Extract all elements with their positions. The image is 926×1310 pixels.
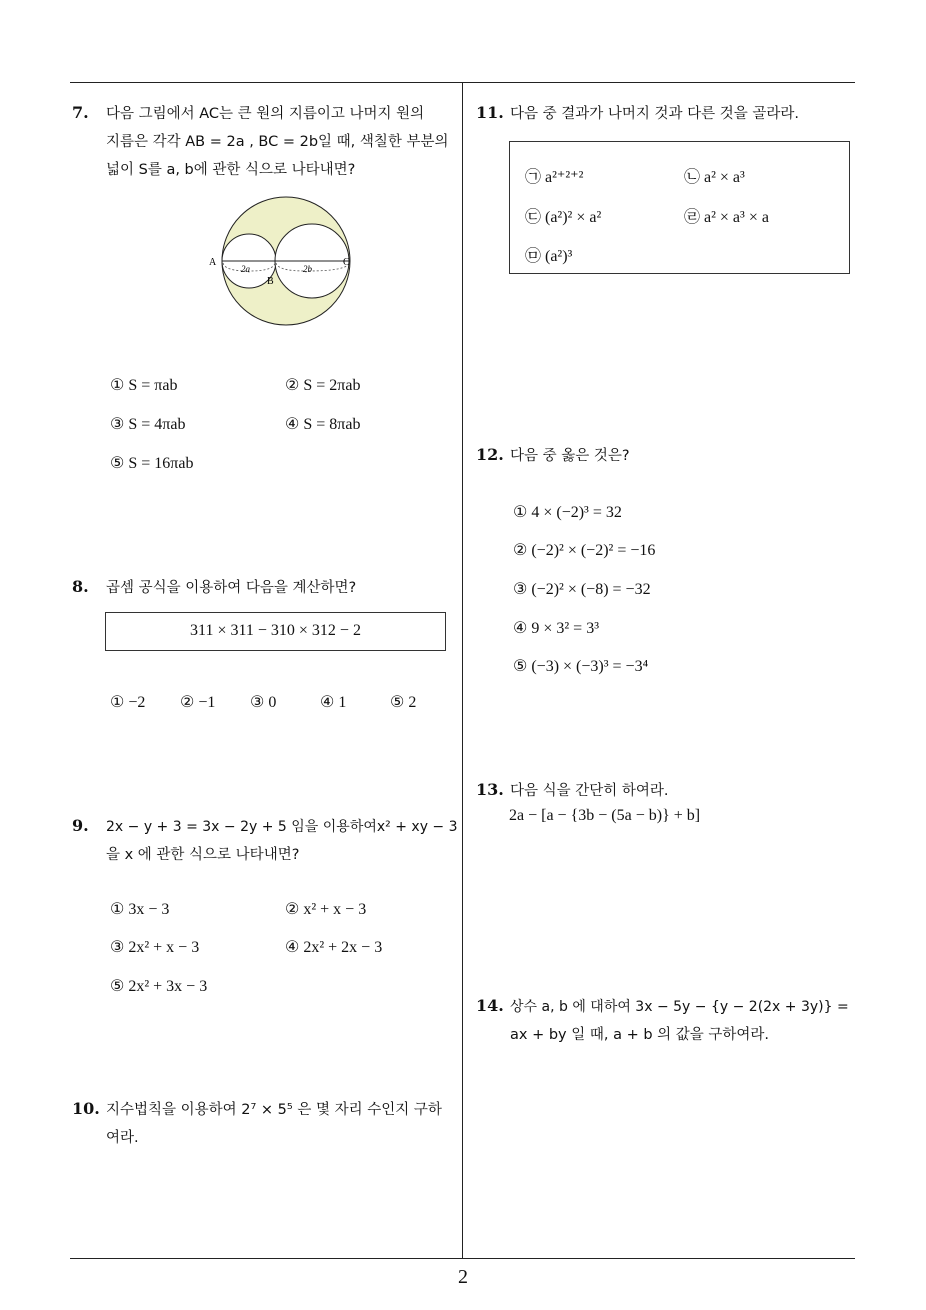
option-5[interactable]: ⑤ 2 xyxy=(390,694,417,711)
option-2[interactable]: ② −1 xyxy=(180,694,216,711)
question-text-line1: 2x − y + 3 = 3x − 2y + 5 임을 이용하여x² + xy − 3 xyxy=(106,819,458,835)
question-number: 10. xyxy=(72,1099,100,1118)
question-text-line2: 을 x 에 관한 식으로 나타내면? xyxy=(106,847,300,863)
question-text-line2: 여라. xyxy=(106,1130,139,1146)
question-number: 7. xyxy=(72,103,89,122)
question-number: 9. xyxy=(72,816,89,835)
question-text: 다음 중 옳은 것은? xyxy=(510,448,630,464)
question-text-line3: 넓이 S를 a, b에 관한 식으로 나타내면? xyxy=(106,162,356,178)
question-text-line2: ax + by 일 때, a + b 의 값을 구하여라. xyxy=(510,1027,770,1043)
option-5[interactable]: ⑤ S = 16πab xyxy=(110,455,194,472)
bottom-rule xyxy=(70,1258,855,1259)
question-text-line1: 지수법칙을 이용하여 2⁷ × 5⁵ 은 몇 자리 수인지 구하 xyxy=(106,1102,442,1118)
question-number: 12. xyxy=(476,445,504,464)
segment-2a-label: 2a xyxy=(241,264,250,274)
page-number: 2 xyxy=(458,1266,468,1288)
option-5[interactable]: ⑤ (−3) × (−3)³ = −3⁴ xyxy=(513,658,649,675)
label-b: B xyxy=(267,276,274,287)
option-3[interactable]: ③ (−2)² × (−8) = −32 xyxy=(513,581,651,598)
option-b[interactable]: ㉡ a² × a³ xyxy=(684,169,745,186)
column-divider xyxy=(462,82,463,1258)
segment-2b-label: 2b xyxy=(303,264,312,274)
question-number: 8. xyxy=(72,577,89,596)
option-4[interactable]: ④ 1 xyxy=(320,694,347,711)
option-4[interactable]: ④ 2x² + 2x − 3 xyxy=(285,939,383,956)
question-number: 13. xyxy=(476,780,504,799)
label-a: A xyxy=(209,257,217,268)
question-text-line1: 상수 a, b 에 대하여 3x − 5y − {y − 2(2x + 3y)} = xyxy=(510,999,849,1015)
expression: 2a − [a − {3b − (5a − b)} + b] xyxy=(509,807,701,824)
option-4[interactable]: ④ S = 8πab xyxy=(285,416,361,433)
question-number: 11. xyxy=(476,103,504,122)
option-2[interactable]: ② S = 2πab xyxy=(285,377,361,394)
option-3[interactable]: ③ 0 xyxy=(250,694,277,711)
option-2[interactable]: ② x² + x − 3 xyxy=(285,901,367,918)
option-d[interactable]: ㉣ a² × a³ × a xyxy=(684,209,769,226)
question-number: 14. xyxy=(476,996,504,1015)
expression-text: 311 × 311 − 310 × 312 − 2 xyxy=(190,622,361,639)
option-c[interactable]: ㉢ (a²)² × a² xyxy=(525,209,602,226)
label-c: C xyxy=(343,257,350,268)
option-a[interactable]: ㉠ a²⁺²⁺² xyxy=(525,169,584,186)
option-1[interactable]: ① 3x − 3 xyxy=(110,901,170,918)
question-text: 곱셈 공식을 이용하여 다음을 계산하면? xyxy=(106,580,357,596)
option-3[interactable]: ③ S = 4πab xyxy=(110,416,186,433)
option-1[interactable]: ① 4 × (−2)³ = 32 xyxy=(513,504,622,521)
question-text-line1: 다음 그림에서 AC는 큰 원의 지름이고 나머지 원의 xyxy=(106,106,425,122)
option-e[interactable]: ㉤ (a²)³ xyxy=(525,248,573,265)
option-5[interactable]: ⑤ 2x² + 3x − 3 xyxy=(110,978,208,995)
option-3[interactable]: ③ 2x² + x − 3 xyxy=(110,939,200,956)
option-1[interactable]: ① S = πab xyxy=(110,377,178,394)
question-text: 다음 중 결과가 나머지 것과 다른 것을 골라라. xyxy=(510,106,799,122)
circle-figure xyxy=(205,193,365,328)
option-1[interactable]: ① −2 xyxy=(110,694,146,711)
question-text-line2: 지름은 각각 AB = 2a , BC = 2b일 때, 색칠한 부분의 xyxy=(106,134,449,150)
option-4[interactable]: ④ 9 × 3² = 3³ xyxy=(513,620,599,637)
option-2[interactable]: ② (−2)² × (−2)² = −16 xyxy=(513,542,656,559)
question-text: 다음 식을 간단히 하여라. xyxy=(510,783,669,799)
